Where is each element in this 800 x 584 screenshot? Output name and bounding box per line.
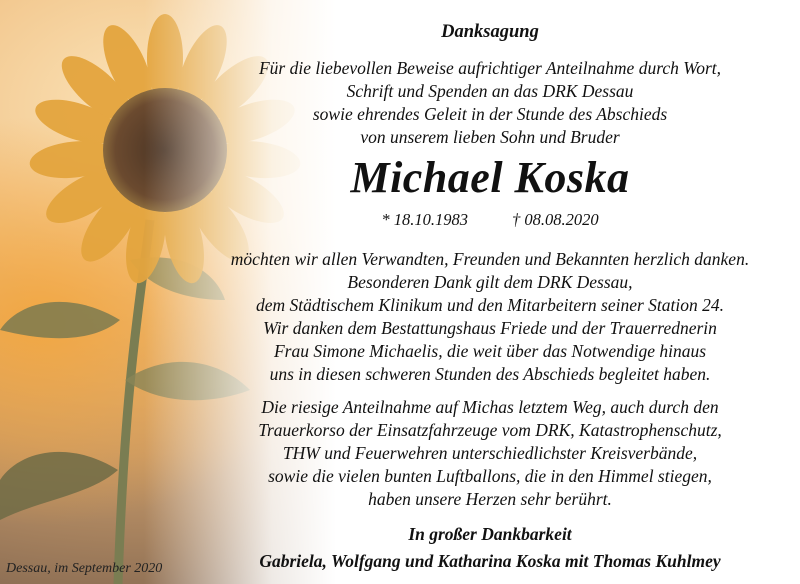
life-dates [190,209,790,231]
paragraph2-line: Die riesige Anteilnahme auf Michas letztem Weg, auch durch den [261,397,719,417]
death-date: † 08.08.2020 [512,210,599,229]
paragraph2-line: THW und Feuerwehren unterschiedlichster Kreisverbände, [282,443,698,463]
place-date: Dessau, im September 2020 [6,561,163,576]
notice-text [190,0,790,584]
intro-line: Für die liebevollen Beweise aufrichtiger Anteilnahme durch Wort, [258,58,722,78]
paragraph1-line: dem Städtischem Klinikum und den Mitarbeitern seiner Station 24. [255,295,725,315]
heading: Danksagung [441,22,539,42]
paragraph1-line: Wir danken dem Bestattungshaus Friede und der Trauerrednerin [263,318,717,338]
paragraph1-line: Besonderen Dank gilt dem DRK Dessau, [347,272,633,292]
paragraph2-line: haben unsere Herzen sehr berührt. [368,489,612,509]
intro-line: sowie ehrendes Geleit in der Stunde des Abschieds [312,104,668,124]
intro-line: von unserem lieben Sohn und Bruder [360,127,620,147]
signatories: Gabriela, Wolfgang und Katharina Koska mit Thomas Kuhlmey [259,551,721,571]
deceased-name: Michael Koska [350,153,630,202]
paragraph2-line: Trauerkorso der Einsatzfahrzeuge vom DRK, Katastrophenschutz, [258,420,722,440]
closing: In großer Dankbarkeit [408,524,572,544]
paragraph1-line: Frau Simone Michaelis, die weit über das Notwendige hinaus [273,341,707,361]
birth-date: * 18.10.1983 [381,210,468,229]
paragraph2-line: sowie die vielen bunten Luftballons, die in den Himmel stiegen, [268,466,712,486]
intro-line: Schrift und Spenden an das DRK Dessau [346,81,634,101]
paragraph1-line: möchten wir allen Verwandten, Freunden und Bekannten herzlich danken. [230,249,750,269]
paragraph1-line: uns in diesen schweren Stunden des Abschieds begleitet haben. [269,364,711,384]
